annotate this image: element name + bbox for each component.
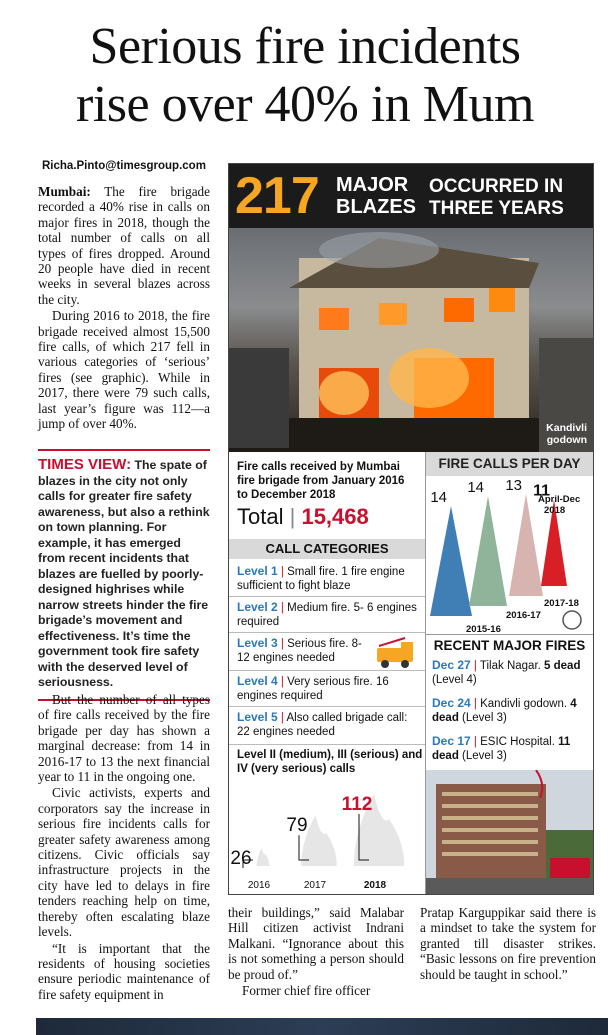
recent-fires-head: RECENT MAJOR FIRES [426, 634, 593, 656]
recent-fire-item: Dec 17 | ESIC Hospital. 11 dead (Level 3) [432, 734, 571, 762]
serious-calls-chart [229, 776, 425, 894]
total-calls: Total | 15,468 [237, 504, 369, 529]
flame-value-label: 112 [341, 794, 373, 815]
pyramid-bar-2016-17 [469, 496, 507, 606]
fire-engine-icon [375, 636, 419, 670]
fire-date: Dec 17 [432, 734, 471, 748]
article-column-1b [38, 692, 210, 1003]
flame-category-label: 2016 [247, 880, 271, 891]
major-line-2: BLAZES [336, 196, 416, 218]
fire-calls-title: Fire calls received by Mumbai fire brigade from January 2016 to December 2018 [237, 461, 405, 501]
fire-level: (Level 4) [432, 674, 477, 686]
caption-line-1: Kandivli [546, 422, 587, 434]
fire-place: Kandivli godown. [480, 698, 568, 710]
times-view-head: TIMES VIEW: [38, 456, 132, 473]
pyramid-value-label: 11 [533, 482, 550, 500]
paragraph-text: The fire brigade recorded a 40% rise in calls on major fires in 2018, though the total number of calls on all types of fires dropped. Around 20 people have died in recent weeks in several blazes across the city. [38, 184, 210, 307]
article-paragraph-5: “It is important that the residents of housing societies ensure periodic maintenance of fire safety equipment in [38, 940, 210, 1002]
fire-level: (Level 3) [462, 712, 507, 724]
article-column-2 [228, 905, 404, 999]
flame-bar-2016 [257, 848, 270, 866]
flame-category-label: 2017 [303, 880, 327, 891]
fire-place: Tilak Nagar. [479, 660, 541, 672]
pyramid-category-label: April-Dec [538, 494, 581, 505]
level-name: Level 2 [237, 600, 278, 614]
level-desc: Also called brigade call: 22 engines needed [237, 712, 408, 738]
recent-fire-item: Dec 24 | Kandivli godown. 4 dead (Level 3) [432, 696, 577, 724]
article-column-3 [420, 905, 596, 983]
major-blazes-label [336, 174, 416, 218]
major-line-1: MAJOR [336, 174, 409, 196]
phone-icon [563, 611, 581, 629]
flame-value-label: 26 [230, 848, 252, 869]
byline[interactable]: Richa.Pinto@timesgroup.com [42, 160, 206, 172]
headline [20, 18, 590, 134]
pyramid-value-label: 14 [430, 489, 447, 506]
recent-fire-item: Dec 27 | Tilak Nagar. 5 dead (Level 4) [432, 658, 581, 686]
serious-calls-title: Level II (medium), III (serious) and IV (very serious) calls [237, 749, 423, 775]
pyramid-bar-2015-16 [430, 506, 472, 616]
photo-caption [546, 422, 587, 446]
level-4-item: Level 4 | Very serious fire. 16 engines required [237, 674, 389, 702]
fire-date: Dec 27 [432, 658, 471, 672]
level-desc: Serious fire. 8-12 engines needed [237, 638, 362, 664]
article-paragraph-6: their buildings,” said Malabar Hill citizen activist Indrani Malkani. “Ignorance about this is not something a person should be proud of.” [228, 905, 404, 982]
flame-value-label: 79 [286, 815, 308, 837]
dateline: Mumbai: [38, 184, 91, 199]
pyramid-category-label: 2015-16 [466, 624, 501, 634]
caption-line-2: godown [546, 434, 587, 446]
level-name: Level 1 [237, 564, 278, 578]
occurred-label [429, 176, 564, 220]
infographic [228, 163, 594, 895]
level-name: Level 4 [237, 674, 278, 688]
level-desc: Medium fire. 5- 6 engines required [237, 602, 417, 628]
level-name: Level 5 [237, 710, 278, 724]
article-paragraph-2: During 2016 to 2018, the fire brigade received almost 15,500 fire calls, of which 217 fell in various categories of ‘serious’ fires (see graphic). While in 2017, there were 79 such calls, last year’s figure was 112—a jump of over 40%. [38, 308, 210, 432]
article-paragraph-8: Pratap Karguppikar said there is a mindset to take the system for granted till disaster strikes. “Basic lessons on fire prevention should be taught in school.” [420, 905, 596, 982]
occ-line-1: OCCURRED IN [429, 176, 564, 197]
burning-building-illustration [229, 228, 593, 452]
flame-category-label: 2018 [363, 880, 387, 891]
fire-deaths: 11 dead [432, 736, 571, 762]
article-column-1 [38, 184, 210, 433]
pyramid-category-label: 2016-17 [506, 610, 541, 621]
level-5-item: Level 5 | Also called brigade call: 22 engines needed [237, 710, 408, 738]
fire-place: ESIC Hospital. [480, 736, 555, 748]
times-view-box [38, 449, 210, 701]
fire-date: Dec 24 [432, 696, 471, 710]
fire-calls-per-day-chart [426, 476, 593, 634]
level-desc: Very serious fire. 16 engines required [237, 676, 389, 702]
total-label: Total [237, 504, 284, 529]
level-name: Level 3 [237, 636, 278, 650]
article-paragraph-3: But the number of all types of fire calls received by the fire brigade per day has shown a marginal decrease: from 14 in 2016-17 to 13 the next financial year to 11 in the ongoing one. [38, 692, 210, 785]
total-value: 15,468 [301, 504, 369, 529]
level-1-item: Level 1 | Small fire. 1 fire engine sufficient to fight blaze [237, 564, 405, 592]
fire-calls-per-day-head: FIRE CALLS PER DAY [426, 452, 593, 476]
graphic-right-panel [425, 452, 593, 894]
pyramid-value-label: 14 [467, 479, 484, 496]
headline-line-1: Serious fire incidents [89, 18, 521, 75]
times-view-body: The spate of blazes in the city not only calls for greater fire safety awareness, but also a rethink on town planning. For example, it has emerged from recent incidents that blazes are fuelled by poorly-designed highrises while narrow streets hinder the fire brigade’s movement and effectiveness. It’s time the government took fire safety with the deserved level of seriousness. [38, 458, 210, 689]
fire-deaths: 4 dead [432, 698, 577, 724]
level-3-item: Level 3 | Serious fire. 8-12 engines needed [237, 636, 362, 664]
pyramid-bar-2017-18 [509, 494, 543, 596]
article-paragraph-1 [38, 184, 210, 307]
fire-level: (Level 3) [462, 750, 507, 762]
times-view-text [38, 457, 210, 691]
headline-line-2: rise over 40% in Mum [76, 76, 534, 133]
graphic-banner [229, 164, 593, 228]
article-paragraph-4: Civic activists, experts and corporators say the increase in serious fire incidents calls for greater safety awareness among citizens. Civic officials say infrastructure projects in the city have led to delays in fire tenders reaching help on time, thereby often escalating blaze levels. [38, 785, 210, 940]
big-number: 217 [235, 167, 319, 225]
bottom-image-strip [36, 1018, 608, 1035]
occ-line-2: THREE YEARS [429, 198, 564, 219]
hospital-photo [426, 770, 593, 894]
call-categories-head: CALL CATEGORIES [229, 539, 425, 559]
pyramid-category-label: 2017-18 [544, 598, 579, 609]
pyramid-value-label: 13 [505, 476, 522, 494]
pyramid-category-label: 2018 [544, 505, 566, 516]
fire-photo [229, 228, 593, 452]
fire-deaths: 5 dead [544, 660, 581, 672]
level-2-item: Level 2 | Medium fire. 5- 6 engines required [237, 600, 417, 628]
level-desc: Small fire. 1 fire engine sufficient to fight blaze [237, 566, 405, 592]
article-paragraph-7: Former chief fire officer [242, 983, 371, 999]
